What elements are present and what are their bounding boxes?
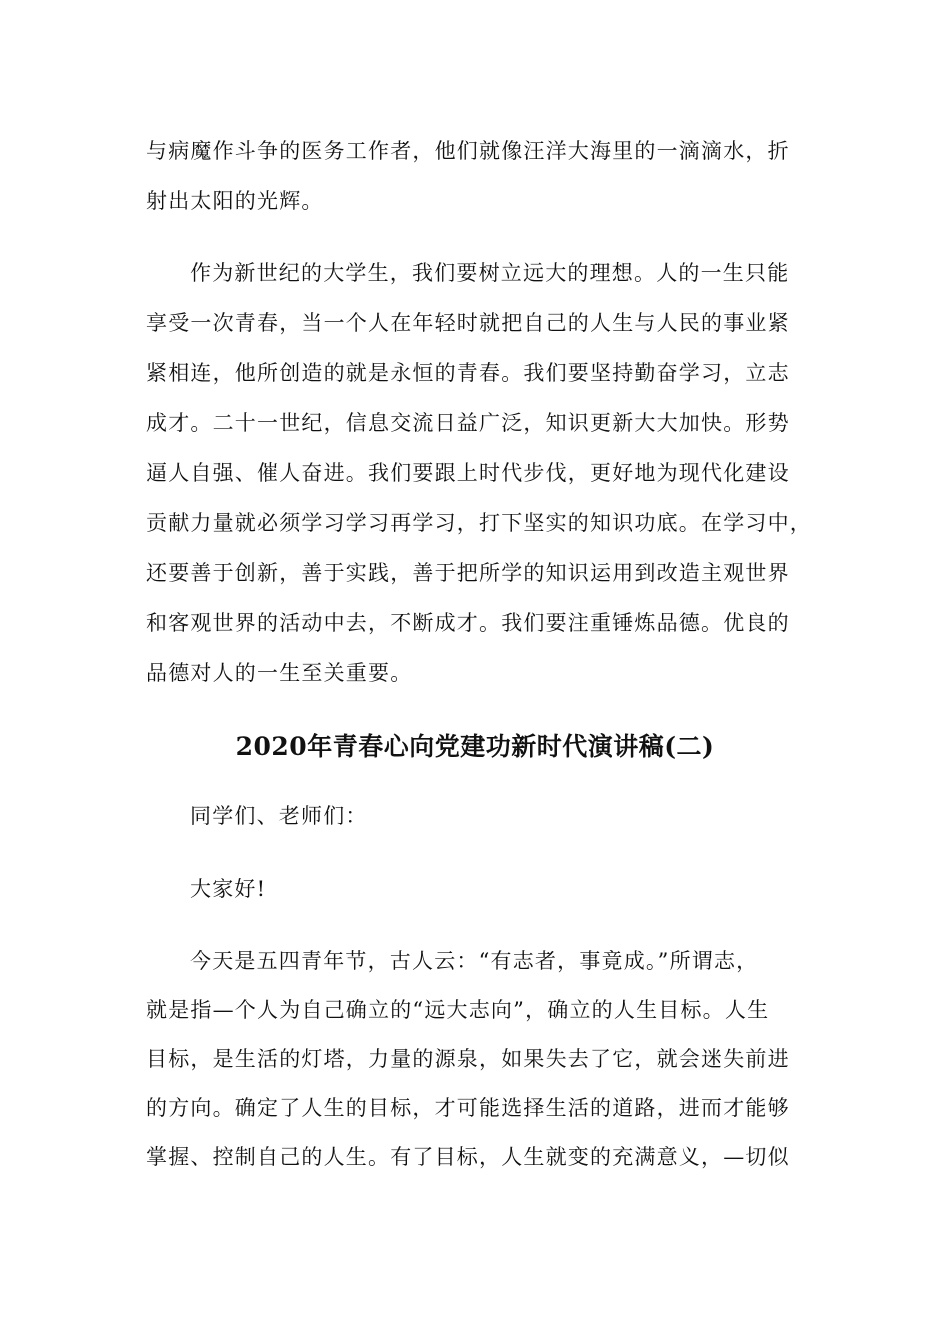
text-line: 享受一次青春，当一个人在年轻时就把自己的人生与人民的事业紧 xyxy=(146,311,790,335)
salutation: 同学们、老师们： xyxy=(190,804,368,828)
text-line: 与病魔作斗争的医务工作者，他们就像汪洋大海里的一滴滴水，折 xyxy=(146,139,790,163)
text-line: 作为新世纪的大学生，我们要树立远大的理想。人的一生只能 xyxy=(190,261,790,285)
section-title: 2020年青春心向党建功新时代演讲稿(二) xyxy=(235,732,715,761)
text-line: 掌握、控制自己的人生。有了目标，人生就变的充满意义，—切似 xyxy=(146,1145,790,1169)
text-line: 成才。二十一世纪，信息交流日益广泛，知识更新大大加快。形势 xyxy=(146,411,790,435)
text-line: 紧相连，他所创造的就是永恒的青春。我们要坚持勤奋学习，立志 xyxy=(146,361,790,385)
text-line: 逼人自强、催人奋进。我们要跟上时代步伐，更好地为现代化建设 xyxy=(146,461,790,485)
text-line: 品德对人的一生至关重要。 xyxy=(146,661,413,685)
text-line: 就是指—个人为自己确立的“远大志向”，确立的人生目标。人生 xyxy=(146,998,770,1022)
text-line: 还要善于创新，善于实践，善于把所学的知识运用到改造主观世界 xyxy=(146,561,790,585)
text-line: 射出太阳的光辉。 xyxy=(146,189,324,213)
text-line: 今天是五四青年节，古人云：“有志者，事竟成。”所谓志， xyxy=(190,949,759,973)
greeting: 大家好! xyxy=(190,877,267,901)
text-line: 贡献力量就必须学习学习再学习，打下坚实的知识功底。在学习中， xyxy=(146,511,812,535)
text-line: 的方向。确定了人生的目标，才可能选择生活的道路，进而才能够 xyxy=(146,1096,790,1120)
text-line: 目标，是生活的灯塔，力量的源泉，如果失去了它，就会迷失前进 xyxy=(146,1047,790,1071)
text-line: 和客观世界的活动中去，不断成才。我们要注重锤炼品德。优良的 xyxy=(146,611,790,635)
